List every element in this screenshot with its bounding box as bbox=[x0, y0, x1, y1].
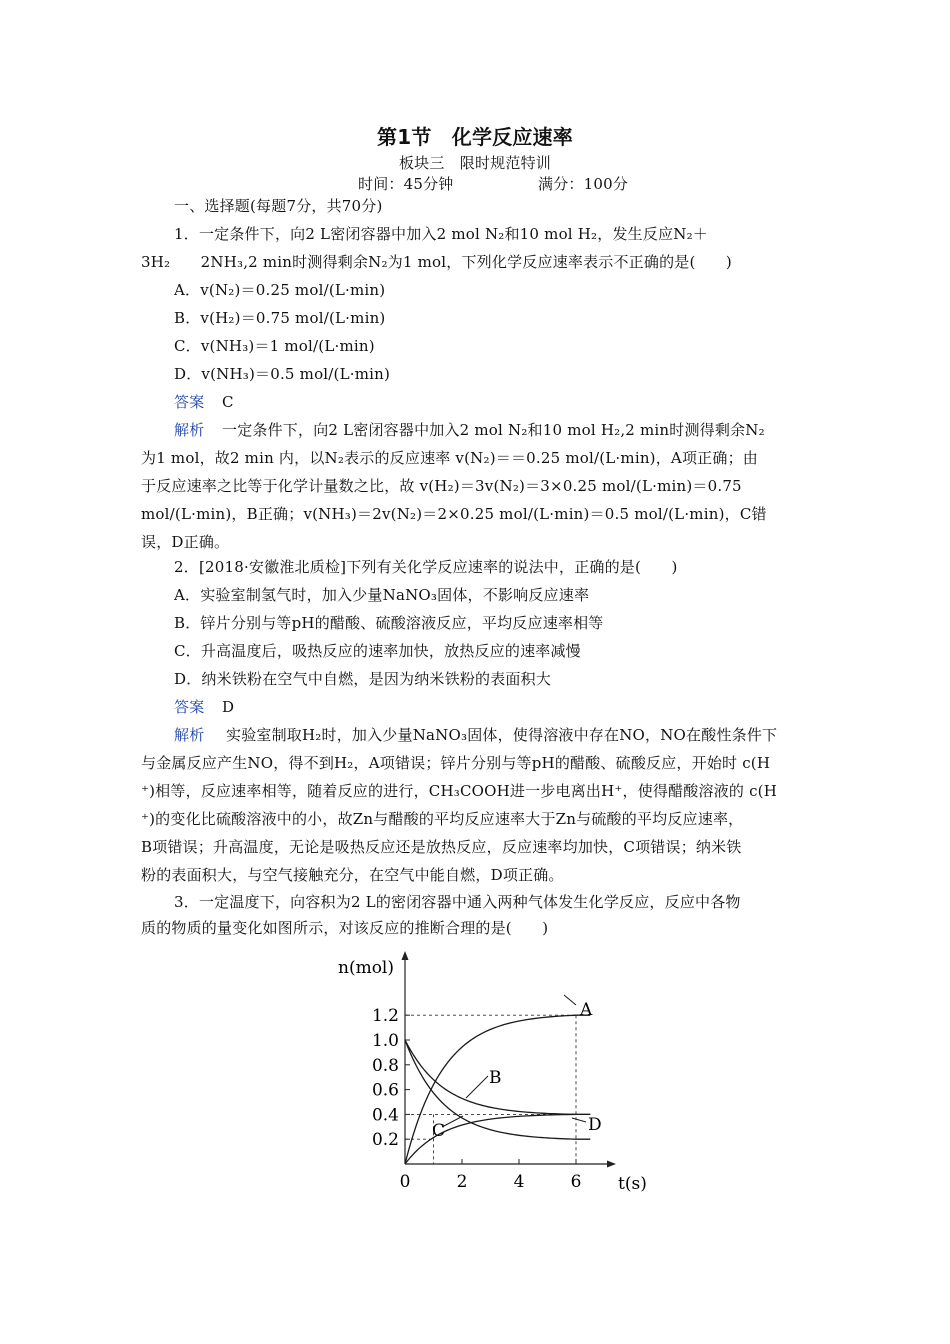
page-title: 第1节 化学反应速率 bbox=[377, 125, 573, 149]
q1-explain-line3: 于反应速率之比等于化学计量数之比，故 v(H₂)＝3v(N₂)＝3×0.25 mol/(L·min)＝0.75 bbox=[141, 477, 742, 495]
series-label-A: A bbox=[580, 1000, 593, 1020]
q2-explain-line2: 与金属反应产生NO，得不到H₂，A项错误；锌片分别与等pH的醋酸、硫酸反应，开始时 c(H bbox=[141, 754, 771, 772]
q1-answer: C bbox=[222, 393, 234, 411]
q1-option-d: D．v(NH₃)＝0.5 mol/(L·min) bbox=[174, 365, 391, 383]
q2-explain-line1: 实验室制取H₂时，加入少量NaNO₃固体，使得溶液中存在NO，NO在酸性条件下 bbox=[226, 726, 778, 744]
q2-answer-label: 答案 bbox=[174, 698, 205, 716]
y-tick-label: 0.4 bbox=[371, 1105, 399, 1126]
x-tick-label: 6 bbox=[570, 1172, 582, 1192]
q2-stem: 2．[2018·安徽淮北质检]下列有关化学反应速率的说法中，正确的是( ) bbox=[174, 558, 678, 576]
chart-labels bbox=[338, 958, 647, 1194]
q2-explain-line4: ⁺)的变化比硫酸溶液中的小，故Zn与醋酸的平均反应速率大于Zn与硫酸的平均反应速率， bbox=[141, 810, 744, 828]
section-heading: 一、选择题(每题7分，共70分) bbox=[174, 197, 383, 215]
q1-explain-line4: mol/(L·min)，B正确；v(NH₃)＝2v(N₂)＝2×0.25 mol/(L·min)＝0.5 mol/(L·min)，C错 bbox=[141, 505, 767, 523]
series-label-C: C bbox=[432, 1121, 446, 1141]
q1-answer-label: 答案 bbox=[174, 393, 205, 411]
series-label-leader-D bbox=[572, 1118, 586, 1122]
y-tick-label: 1.2 bbox=[371, 1006, 399, 1027]
q2-explain-line5: B项错误；升高温度，无论是吸热反应还是放热反应，反应速率均加快，C项错误；纳米铁 bbox=[141, 838, 742, 856]
q1-stem-line1: 1．一定条件下，向2 L密闭容器中加入2 mol N₂和10 mol H₂，发生反应N₂＋ bbox=[174, 225, 708, 243]
series-A bbox=[405, 1015, 590, 1164]
series-label-B: B bbox=[489, 1068, 502, 1088]
reaction-amount-chart bbox=[318, 945, 663, 1200]
x-tick-label: 0 bbox=[399, 1172, 411, 1192]
series-label-leader-A bbox=[564, 995, 576, 1005]
series-label-D: D bbox=[588, 1115, 602, 1135]
q1-option-b: B．v(H₂)＝0.75 mol/(L·min) bbox=[174, 309, 386, 327]
series-label-leader-B bbox=[466, 1076, 488, 1098]
q2-explain-line3: ⁺)相等，反应速率相等，随着反应的进行，CH₃COOH进一步电离出H⁺，使得醋酸溶液的 c(H bbox=[141, 782, 777, 800]
y-axis-label: n(mol) bbox=[338, 958, 395, 978]
q2-option-b: B．锌片分别与等pH的醋酸、硫酸溶液反应，平均反应速率相等 bbox=[174, 614, 604, 632]
q1-explain-line1: 一定条件下，向2 L密闭容器中加入2 mol N₂和10 mol H₂,2 min时测得剩余N₂ bbox=[222, 421, 765, 439]
y-tick-label: 0.8 bbox=[371, 1055, 399, 1076]
q1-explain-line5: 误，D正确。 bbox=[141, 533, 230, 551]
q2-explain-line6: 粉的表面积大，与空气接触充分，在空气中能自燃，D项正确。 bbox=[141, 866, 564, 884]
q2-option-c: C．升高温度后，吸热反应的速率加快，放热反应的速率减慢 bbox=[174, 642, 581, 660]
q2-option-d: D．纳米铁粉在空气中自燃，是因为纳米铁粉的表面积大 bbox=[174, 670, 552, 688]
q1-explain-label: 解析 bbox=[174, 421, 205, 439]
q2-explain-label: 解析 bbox=[174, 726, 205, 744]
y-tick-label: 0.2 bbox=[371, 1130, 399, 1151]
x-tick-label: 2 bbox=[456, 1172, 468, 1192]
q1-option-a: A．v(N₂)＝0.25 mol/(L·min) bbox=[174, 281, 386, 299]
x-axis-label: t(s) bbox=[618, 1174, 647, 1194]
q1-explain-line2: 为1 mol，故2 min 内，以N₂表示的反应速率 v(N₂)＝＝0.25 mol/(L·min)，A项正确；由 bbox=[141, 449, 758, 467]
x-tick-label: 4 bbox=[513, 1172, 525, 1192]
time-label: 时间：45分钟 bbox=[358, 175, 454, 193]
y-axis-arrow bbox=[402, 951, 409, 960]
q3-stem-line2: 质的物质的量变化如图所示，对该反应的推断合理的是( ) bbox=[141, 919, 549, 937]
q2-option-a: A．实验室制氢气时，加入少量NaNO₃固体，不影响反应速率 bbox=[174, 586, 590, 604]
y-tick-label: 1.0 bbox=[371, 1031, 399, 1051]
q1-option-c: C．v(NH₃)＝1 mol/(L·min) bbox=[174, 337, 375, 355]
y-tick-label: 0.6 bbox=[371, 1080, 399, 1101]
chart-series bbox=[405, 1015, 590, 1164]
q3-stem-line1: 3．一定温度下，向容积为2 L的密闭容器中通入两种气体发生化学反应，反应中各物 bbox=[174, 893, 741, 911]
q1-stem-line2: 3H₂ 2NH₃,2 min时测得剩余N₂为1 mol，下列化学反应速率表示不正确的是( ) bbox=[141, 253, 732, 271]
x-axis-arrow bbox=[607, 1161, 616, 1168]
score-label: 满分：100分 bbox=[538, 175, 629, 193]
q2-answer: D bbox=[222, 698, 235, 716]
page-subtitle: 板块三 限时规范特训 bbox=[398, 154, 551, 172]
